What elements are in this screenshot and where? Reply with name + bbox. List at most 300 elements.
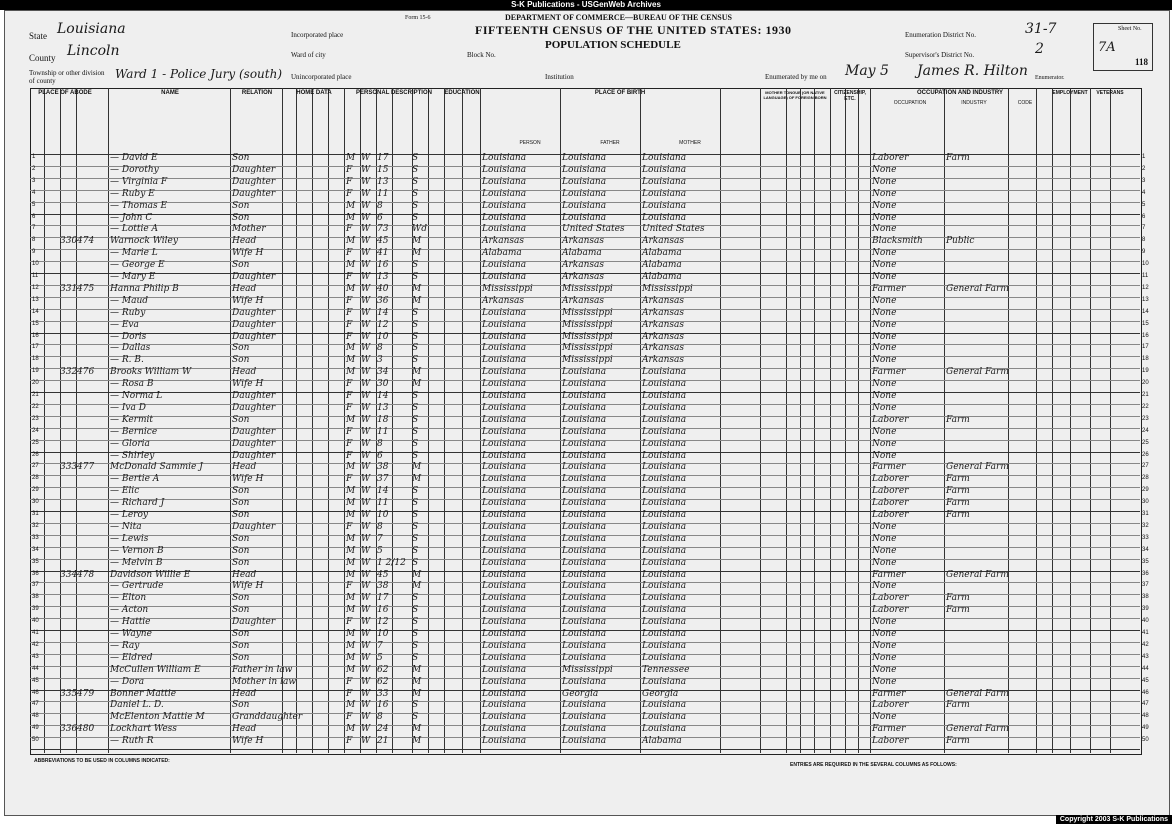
line-number: 11 xyxy=(32,273,39,279)
line-number: 12 xyxy=(32,284,39,291)
sex: M xyxy=(346,343,356,354)
table-row xyxy=(30,176,1146,189)
page-number: 118 xyxy=(1135,57,1149,67)
line-number: 15 xyxy=(32,320,39,327)
sex: M xyxy=(346,486,356,497)
group-citizenship: CITIZENSHIP, ETC. xyxy=(834,90,866,102)
col-code: CODE xyxy=(1017,100,1033,106)
birthplace-father: Louisiana xyxy=(562,153,607,163)
sex: F xyxy=(346,450,353,461)
ed-value: 31-7 xyxy=(1025,21,1057,37)
race: W xyxy=(361,676,371,687)
birthplace-person: Louisiana xyxy=(482,521,527,532)
age: 17 xyxy=(377,593,389,604)
line-number-right: 31 xyxy=(1142,511,1149,517)
race: W xyxy=(361,236,371,247)
dwelling-number: 334 xyxy=(60,569,78,580)
line-number-right: 44 xyxy=(1142,665,1149,672)
group-place-of-birth: PLACE OF BIRTH xyxy=(594,90,646,96)
table-row xyxy=(30,688,1149,701)
line-number: 26 xyxy=(32,451,39,458)
birthplace-mother: Alabama xyxy=(642,260,682,271)
age: 11 xyxy=(377,498,389,509)
person-name: — Wayne xyxy=(110,629,152,639)
relation: Daughter xyxy=(232,426,276,437)
race: W xyxy=(361,153,371,163)
sex: M xyxy=(346,260,356,271)
person-name: — Bertie A xyxy=(110,474,160,485)
marital-status: M xyxy=(412,367,422,378)
age: 12 xyxy=(377,617,389,628)
age: 5 xyxy=(377,545,383,556)
age: 16 xyxy=(377,260,389,271)
line-number-right: 43 xyxy=(1142,653,1149,660)
marital-status: M xyxy=(412,474,422,485)
marital-status: S xyxy=(412,272,419,282)
line-number-right: 22 xyxy=(1142,403,1149,410)
ward-label: Ward of city xyxy=(291,51,326,59)
race: W xyxy=(361,331,371,342)
birthplace-person: Louisiana xyxy=(482,569,527,580)
birthplace-mother: Louisiana xyxy=(642,617,687,628)
birthplace-father: Louisiana xyxy=(562,391,607,401)
industry: Farm xyxy=(946,510,970,520)
sex: F xyxy=(346,188,353,199)
age: 34 xyxy=(377,367,389,378)
birthplace-person: Louisiana xyxy=(482,331,527,342)
line-number: 20 xyxy=(32,380,39,387)
relation: Son xyxy=(232,200,250,211)
age: 10 xyxy=(377,510,389,520)
race: W xyxy=(361,521,371,532)
table-row xyxy=(30,569,1149,582)
occupation: Laborer xyxy=(872,474,909,485)
line-number: 36 xyxy=(32,570,39,577)
marital-status: S xyxy=(412,343,419,354)
enumerated-date: May 5 xyxy=(845,63,889,79)
occupation: None xyxy=(872,307,897,318)
birthplace-mother: Louisiana xyxy=(642,414,687,425)
occupation: Farmer xyxy=(872,283,906,294)
race: W xyxy=(361,343,371,354)
line-number-right: 24 xyxy=(1142,427,1149,434)
relation: Son xyxy=(232,557,250,568)
table-row xyxy=(30,200,1146,213)
birthplace-mother: Louisiana xyxy=(642,712,687,723)
occupation: None xyxy=(872,355,897,366)
entries-title: ENTRIES ARE REQUIRED IN THE SEVERAL COLUMNS AS FOLLOWS: xyxy=(790,762,957,768)
relation: Son xyxy=(232,545,250,556)
birthplace-mother: United States xyxy=(642,224,705,235)
relation: Wife H xyxy=(232,474,264,485)
person-name: — Kermit xyxy=(110,414,154,425)
table-row xyxy=(30,640,1149,653)
line-number-right: 15 xyxy=(1142,320,1149,327)
race: W xyxy=(361,391,371,401)
age: 6 xyxy=(377,450,383,461)
race: W xyxy=(361,164,371,175)
table-row xyxy=(30,557,1149,570)
marital-status: M xyxy=(412,676,422,687)
sex: F xyxy=(346,438,353,449)
line-number: 44 xyxy=(32,665,39,672)
line-number: 14 xyxy=(32,308,39,315)
table-row xyxy=(30,331,1149,344)
race: W xyxy=(361,569,371,580)
sex: F xyxy=(346,581,353,592)
birthplace-person: Louisiana xyxy=(482,188,527,199)
person-name: — Melvin B xyxy=(110,557,163,568)
race: W xyxy=(361,272,371,282)
relation: Son xyxy=(232,212,250,223)
relation: Son xyxy=(232,652,250,663)
occupation: Laborer xyxy=(872,414,909,425)
occupation: None xyxy=(872,248,897,259)
marital-status: S xyxy=(412,533,419,544)
line-number: 24 xyxy=(32,427,39,434)
occupation: None xyxy=(872,319,897,330)
industry: General Farm xyxy=(946,688,1009,699)
occupation: None xyxy=(872,664,897,675)
birthplace-mother: Louisiana xyxy=(642,212,687,223)
birthplace-mother: Louisiana xyxy=(642,676,687,687)
birthplace-mother: Louisiana xyxy=(642,569,687,580)
race: W xyxy=(361,176,371,187)
birthplace-person: Louisiana xyxy=(482,224,527,235)
birthplace-mother: Louisiana xyxy=(642,581,687,592)
table-row xyxy=(30,248,1146,260)
birthplace-person: Arkansas xyxy=(482,295,525,306)
occupation: None xyxy=(872,438,897,449)
age: 10 xyxy=(377,331,389,342)
group-mother-tongue: MOTHER TONGUE (OR NATIVE LANGUAGE) OF FOREIGN BORN xyxy=(763,90,827,100)
line-number: 30 xyxy=(32,499,39,506)
table-row xyxy=(30,295,1149,308)
sex: F xyxy=(346,391,353,401)
line-number-right: 32 xyxy=(1142,522,1149,529)
person-name: — Shirley xyxy=(110,450,155,461)
industry: General Farm xyxy=(946,283,1009,294)
birthplace-father: Louisiana xyxy=(562,402,607,413)
age: 30 xyxy=(377,379,389,390)
birthplace-father: Louisiana xyxy=(562,498,607,509)
relation: Son xyxy=(232,343,250,354)
occupation: None xyxy=(872,557,897,568)
marital-status: M xyxy=(412,569,422,580)
birthplace-father: Louisiana xyxy=(562,486,607,497)
line-number-right: 18 xyxy=(1142,356,1149,363)
birthplace-mother: Louisiana xyxy=(642,700,687,711)
person-name: — Thomas E xyxy=(110,200,168,211)
birthplace-person: Louisiana xyxy=(482,545,527,556)
line-number-right: 11 xyxy=(1142,273,1149,279)
occupation: None xyxy=(872,712,897,723)
table-row xyxy=(30,629,1149,641)
marital-status: S xyxy=(412,391,419,401)
sex: F xyxy=(346,224,353,235)
marital-status: M xyxy=(412,724,422,735)
birthplace-father: Louisiana xyxy=(562,545,607,556)
group-home-data: HOME DATA xyxy=(296,90,332,96)
occupation: None xyxy=(872,331,897,342)
table-row xyxy=(30,164,1146,177)
birthplace-mother: Mississippi xyxy=(642,283,693,294)
line-number: 9 xyxy=(32,249,36,256)
industry: Farm xyxy=(946,474,970,485)
occupation: None xyxy=(872,402,897,413)
sex: F xyxy=(346,688,353,699)
marital-status: M xyxy=(412,283,422,294)
person-name: Hanna Philip B xyxy=(110,283,179,294)
race: W xyxy=(361,724,371,735)
birthplace-father: Arkansas xyxy=(562,295,605,306)
birthplace-mother: Louisiana xyxy=(642,486,687,497)
age: 15 xyxy=(377,164,389,175)
birthplace-person: Louisiana xyxy=(482,629,527,639)
line-number: 16 xyxy=(32,332,39,339)
race: W xyxy=(361,414,371,425)
sex: M xyxy=(346,283,356,294)
person-name: — Eldred xyxy=(110,652,153,663)
marital-status: S xyxy=(412,307,419,318)
industry: Farm xyxy=(946,486,970,497)
copyright: Copyright 2003 S-K Publications xyxy=(1056,815,1172,824)
birthplace-father: Louisiana xyxy=(562,450,607,461)
race: W xyxy=(361,319,371,330)
institution-label: Institution xyxy=(545,73,574,81)
birthplace-mother: Louisiana xyxy=(642,605,687,616)
family-number: 474 xyxy=(77,236,95,247)
dwelling-number: 331 xyxy=(60,283,78,294)
relation: Father in law xyxy=(232,664,293,675)
sex: F xyxy=(346,295,353,306)
industry: Farm xyxy=(946,700,970,711)
sex: M xyxy=(346,629,356,639)
relation: Wife H xyxy=(232,295,264,306)
person-name: — Gloria xyxy=(110,438,150,449)
person-name: — Acton xyxy=(110,605,149,616)
person-name: — Leroy xyxy=(110,510,148,520)
person-name: — David E xyxy=(110,153,158,163)
occupation: None xyxy=(872,391,897,401)
line-number: 46 xyxy=(32,689,39,696)
age: 11 xyxy=(377,426,389,437)
age: 7 xyxy=(377,640,383,651)
race: W xyxy=(361,438,371,449)
block-label: Block No. xyxy=(467,51,496,59)
sex: M xyxy=(346,593,356,604)
relation: Son xyxy=(232,605,250,616)
line-number-right: 30 xyxy=(1142,499,1149,506)
person-name: — John C xyxy=(110,212,153,223)
sex: M xyxy=(346,545,356,556)
age: 38 xyxy=(377,581,389,592)
dwelling-number: 330 xyxy=(60,236,78,247)
table-row xyxy=(30,426,1149,439)
birthplace-mother: Louisiana xyxy=(642,545,687,556)
relation: Mother in law xyxy=(232,676,297,687)
marital-status: S xyxy=(412,414,419,425)
race: W xyxy=(361,426,371,437)
table-row xyxy=(30,700,1149,712)
birthplace-father: Louisiana xyxy=(562,652,607,663)
birthplace-father: Louisiana xyxy=(562,426,607,437)
marital-status: S xyxy=(412,331,419,342)
age: 8 xyxy=(377,712,383,723)
relation: Daughter xyxy=(232,188,276,199)
sex: M xyxy=(346,700,356,711)
line-number: 4 xyxy=(32,189,36,196)
birthplace-person: Louisiana xyxy=(482,164,527,175)
birthplace-mother: Louisiana xyxy=(642,652,687,663)
birthplace-person: Louisiana xyxy=(482,510,527,520)
line-number: 40 xyxy=(32,618,39,625)
sex: M xyxy=(346,510,356,520)
age: 5 xyxy=(377,652,383,663)
relation: Daughter xyxy=(232,450,276,461)
race: W xyxy=(361,355,371,366)
relation: Head xyxy=(232,569,257,580)
group-employment: EMPLOYMENT xyxy=(1052,90,1088,96)
county-value: Lincoln xyxy=(67,43,120,59)
person-name: — Lewis xyxy=(110,533,149,544)
race: W xyxy=(361,295,371,306)
marital-status: S xyxy=(412,521,419,532)
occupation: None xyxy=(872,379,897,390)
birthplace-mother: Alabama xyxy=(642,736,682,747)
occupation: Laborer xyxy=(872,153,909,163)
line-number: 31 xyxy=(32,511,39,517)
industry: General Farm xyxy=(946,462,1009,473)
occupation: None xyxy=(872,617,897,628)
line-number-right: 42 xyxy=(1142,641,1149,648)
table-row xyxy=(30,379,1149,391)
birthplace-father: Mississippi xyxy=(562,283,613,294)
race: W xyxy=(361,307,371,318)
person-name: Davidson Willie E xyxy=(110,569,191,580)
relation: Son xyxy=(232,640,250,651)
birthplace-father: Louisiana xyxy=(562,617,607,628)
race: W xyxy=(361,498,371,509)
table-row xyxy=(30,581,1149,593)
person-name: — Hattie xyxy=(110,617,151,628)
occupation: None xyxy=(872,188,897,199)
person-name: — Virginia F xyxy=(110,176,168,187)
relation: Daughter xyxy=(232,319,276,330)
birthplace-person: Louisiana xyxy=(482,712,527,723)
family-number: 478 xyxy=(77,569,95,580)
birthplace-person: Louisiana xyxy=(482,700,527,711)
line-number: 19 xyxy=(32,368,39,375)
industry: General Farm xyxy=(946,367,1009,378)
sex: F xyxy=(346,474,353,485)
occupation: None xyxy=(872,176,897,187)
birthplace-mother: Louisiana xyxy=(642,426,687,437)
relation: Head xyxy=(232,283,257,294)
marital-status: S xyxy=(412,319,419,330)
line-number: 27 xyxy=(32,463,39,470)
age: 73 xyxy=(377,224,389,235)
birthplace-father: Arkansas xyxy=(562,260,605,271)
line-number-right: 20 xyxy=(1142,380,1149,387)
line-number: 45 xyxy=(32,677,39,684)
industry: Farm xyxy=(946,593,970,604)
group-veterans: VETERANS xyxy=(1096,90,1124,96)
marital-status: S xyxy=(412,212,419,223)
race: W xyxy=(361,474,371,485)
sex: M xyxy=(346,153,356,163)
footer xyxy=(30,756,1140,806)
age: 8 xyxy=(377,521,383,532)
line-number: 23 xyxy=(32,415,39,422)
table-row xyxy=(30,414,1149,427)
occupation: Laborer xyxy=(872,486,909,497)
marital-status: S xyxy=(412,260,419,271)
table-row xyxy=(30,652,1149,665)
birthplace-father: Louisiana xyxy=(562,474,607,485)
relation: Daughter xyxy=(232,307,276,318)
table-row xyxy=(30,498,1149,510)
table-row xyxy=(30,438,1149,451)
occupation: Laborer xyxy=(872,498,909,509)
race: W xyxy=(361,652,371,663)
relation: Head xyxy=(232,688,257,699)
birthplace-father: Louisiana xyxy=(562,367,607,378)
line-number: 39 xyxy=(32,606,39,613)
line-number-right: 12 xyxy=(1142,284,1149,291)
birthplace-person: Louisiana xyxy=(482,736,527,747)
enumerated-label: Enumerated by me on xyxy=(765,73,827,81)
occupation: None xyxy=(872,652,897,663)
age: 18 xyxy=(377,414,389,425)
line-number-right: 49 xyxy=(1142,725,1149,732)
line-number: 3 xyxy=(32,177,36,184)
birthplace-mother: Alabama xyxy=(642,272,682,282)
birthplace-mother: Alabama xyxy=(642,248,682,259)
birthplace-father: Louisiana xyxy=(562,521,607,532)
sex: M xyxy=(346,367,356,378)
dwelling-number: 333 xyxy=(60,462,78,473)
sex: M xyxy=(346,212,356,223)
township-label: Township or other division of county xyxy=(29,69,105,85)
person-name: — Elton xyxy=(110,593,147,604)
age: 13 xyxy=(377,272,389,282)
department-title: DEPARTMENT OF COMMERCE—BUREAU OF THE CENSUS xyxy=(505,13,732,22)
line-number-right: 25 xyxy=(1142,439,1149,446)
ed-label: Enumeration District No. xyxy=(905,31,976,39)
age: 45 xyxy=(377,236,389,247)
marital-status: M xyxy=(412,379,422,390)
birthplace-person: Louisiana xyxy=(482,414,527,425)
group-relation: RELATION xyxy=(241,90,273,96)
table-row xyxy=(30,402,1149,415)
birthplace-person: Louisiana xyxy=(482,438,527,449)
sex: M xyxy=(346,200,356,211)
line-number-right: 14 xyxy=(1142,308,1149,315)
birthplace-person: Louisiana xyxy=(482,355,527,366)
birthplace-mother: Arkansas xyxy=(642,355,685,366)
table-row xyxy=(30,712,1149,724)
enumerator-suffix: Enumerator. xyxy=(1035,75,1065,81)
table-row xyxy=(30,307,1149,320)
birthplace-mother: Arkansas xyxy=(642,307,685,318)
marital-status: S xyxy=(412,700,419,711)
race: W xyxy=(361,462,371,473)
person-name: — Bernice xyxy=(110,426,158,437)
line-number-right: 45 xyxy=(1142,677,1149,684)
race: W xyxy=(361,581,371,592)
person-name: — Vernon B xyxy=(110,545,164,556)
